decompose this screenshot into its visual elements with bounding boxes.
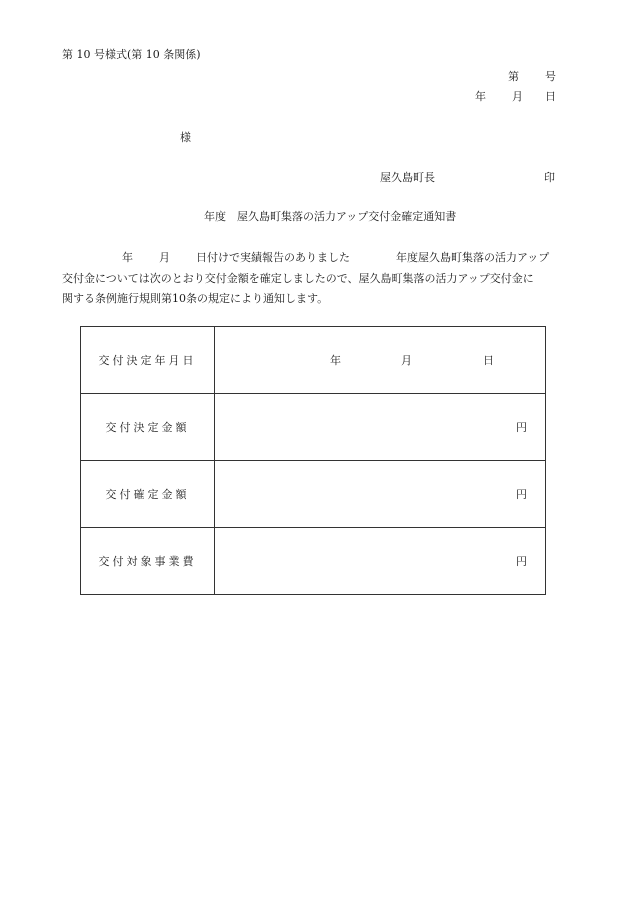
yen-unit: 円 bbox=[516, 488, 527, 501]
body-line-1 bbox=[62, 252, 549, 263]
decision-date-day: 日 bbox=[483, 354, 494, 367]
issue-date-day: 日 bbox=[545, 90, 556, 103]
issue-date-year: 年 bbox=[475, 90, 486, 103]
decision-date-month: 月 bbox=[401, 354, 412, 367]
body-line-2: 交付金については次のとおり交付金額を確定しましたので、屋久島町集落の活力アップ交付金に bbox=[62, 272, 534, 285]
project-cost-field bbox=[215, 528, 546, 595]
decision-date-field bbox=[215, 327, 546, 394]
document-title: 年度 屋久島町集落の活力アップ交付金確定通知書 bbox=[204, 210, 457, 223]
document-number bbox=[508, 71, 556, 82]
decided-amount-field bbox=[215, 394, 546, 461]
table-row bbox=[81, 461, 546, 528]
table-row bbox=[81, 394, 546, 461]
decision-date-year: 年 bbox=[330, 354, 341, 367]
body-line-3: 関する条例施行規則第10条の規定により通知します。 bbox=[62, 292, 329, 305]
table-row bbox=[81, 528, 546, 595]
row-label-decided-amount: 交付決定金額 bbox=[81, 394, 215, 461]
row-label-confirmed-amount: 交付確定金額 bbox=[81, 461, 215, 528]
confirmed-amount-field bbox=[215, 461, 546, 528]
body-text-b: 年度屋久島町集落の活力アップ bbox=[396, 251, 550, 264]
issue-date bbox=[475, 91, 556, 102]
issue-date-month: 月 bbox=[512, 90, 523, 103]
yen-unit: 円 bbox=[516, 421, 527, 434]
body-month: 月 bbox=[159, 251, 170, 264]
form-identifier: 第 10 号様式(第 10 条関係) bbox=[62, 48, 201, 61]
document-number-suffix: 号 bbox=[545, 70, 556, 83]
yen-unit: 円 bbox=[516, 555, 527, 568]
table-row bbox=[81, 327, 546, 394]
sender-title: 屋久島町長 bbox=[380, 171, 435, 184]
seal-mark: 印 bbox=[544, 171, 555, 184]
row-label-decision-date: 交付決定年月日 bbox=[81, 327, 215, 394]
row-label-project-cost: 交付対象事業費 bbox=[81, 528, 215, 595]
body-text-a: 日付けで実績報告のありました bbox=[196, 251, 350, 264]
body-year: 年 bbox=[122, 251, 133, 264]
details-table bbox=[80, 326, 546, 595]
document-number-prefix: 第 bbox=[508, 70, 519, 83]
recipient-honorific: 様 bbox=[180, 131, 191, 144]
